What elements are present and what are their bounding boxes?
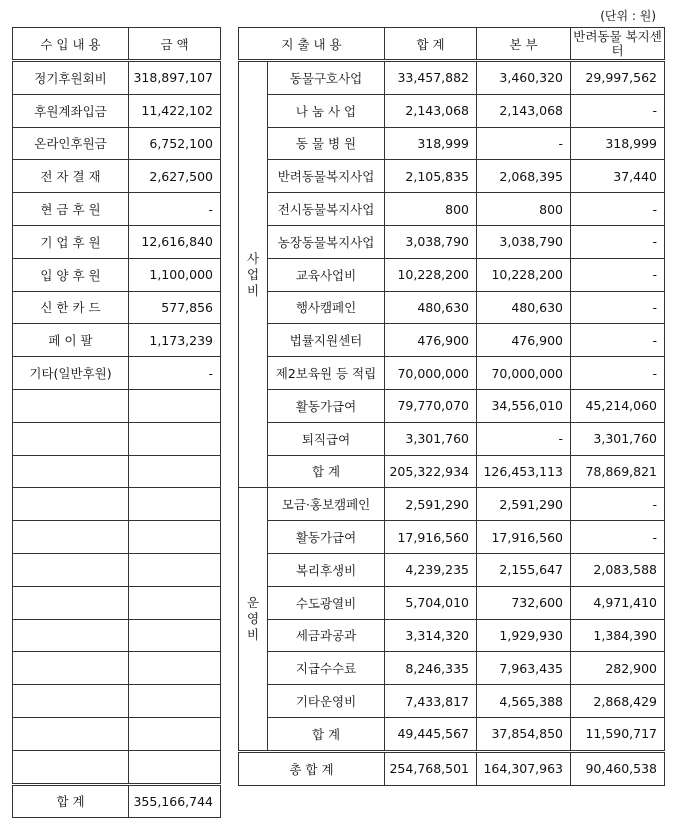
expense-center: - [571, 357, 665, 390]
expense-total: 17,916,560 [385, 521, 477, 554]
table-row [13, 291, 221, 324]
expense-item: 지급수수료 [268, 652, 385, 685]
expense-item: 교육사업비 [268, 258, 385, 291]
empty-row [13, 750, 221, 784]
expense-total: 7,433,817 [385, 685, 477, 718]
business-subtotal-row [239, 455, 665, 488]
expense-hq: 7,963,435 [477, 652, 571, 685]
expense-header-item: 지 출 내 용 [239, 28, 385, 61]
expense-item: 활동가급여 [268, 521, 385, 554]
expense-total: 318,999 [385, 127, 477, 160]
table-row [239, 357, 665, 390]
expense-hq: 70,000,000 [477, 357, 571, 390]
empty-cell [13, 455, 129, 488]
empty-cell [129, 685, 221, 718]
empty-cell [13, 553, 129, 586]
income-item: 입 양 후 원 [13, 258, 129, 291]
expense-center: - [571, 488, 665, 521]
table-row [239, 94, 665, 127]
income-amount: 577,856 [129, 291, 221, 324]
table-row [13, 258, 221, 291]
income-item: 기 업 후 원 [13, 225, 129, 258]
expense-table [238, 27, 665, 786]
expense-center: 29,997,562 [571, 61, 665, 95]
subtotal-center: 78,869,821 [571, 455, 665, 488]
expense-center: 2,083,588 [571, 553, 665, 586]
empty-cell [129, 586, 221, 619]
expense-total: 476,900 [385, 324, 477, 357]
expense-total: 2,105,835 [385, 160, 477, 193]
expense-total: 8,246,335 [385, 652, 477, 685]
expense-center: - [571, 225, 665, 258]
table-row [239, 61, 665, 95]
expense-hq: 10,228,200 [477, 258, 571, 291]
empty-row [13, 553, 221, 586]
expense-hq: 732,600 [477, 586, 571, 619]
expense-total: 480,630 [385, 291, 477, 324]
empty-cell [13, 717, 129, 750]
expense-item: 반려동물복지사업 [268, 160, 385, 193]
table-row [13, 193, 221, 226]
unit-note: (단위 : 원) [600, 9, 656, 23]
empty-row [13, 685, 221, 718]
empty-row [13, 521, 221, 554]
empty-cell [13, 586, 129, 619]
expense-hq: 2,143,068 [477, 94, 571, 127]
expense-center: - [571, 324, 665, 357]
category-operation-label: 운영비 [246, 595, 260, 643]
empty-cell [129, 619, 221, 652]
expense-total: 2,143,068 [385, 94, 477, 127]
table-row [13, 225, 221, 258]
income-item: 전 자 결 재 [13, 160, 129, 193]
expense-item: 수도광열비 [268, 586, 385, 619]
expense-item: 동 물 병 원 [268, 127, 385, 160]
empty-cell [129, 389, 221, 422]
income-amount: 318,897,107 [129, 61, 221, 95]
expense-total: 4,239,235 [385, 553, 477, 586]
expense-item: 복리후생비 [268, 553, 385, 586]
subtotal-total: 205,322,934 [385, 455, 477, 488]
table-row [239, 389, 665, 422]
expense-total: 2,591,290 [385, 488, 477, 521]
expense-item: 세금과공과 [268, 619, 385, 652]
table-row [239, 685, 665, 718]
empty-cell [129, 488, 221, 521]
empty-cell [13, 652, 129, 685]
empty-row [13, 389, 221, 422]
income-amount: 1,100,000 [129, 258, 221, 291]
empty-cell [129, 717, 221, 750]
expense-total: 10,228,200 [385, 258, 477, 291]
grand-total-center: 90,460,538 [571, 751, 665, 785]
empty-cell [13, 750, 129, 784]
expense-hq: - [477, 422, 571, 455]
table-row [239, 291, 665, 324]
expense-item: 법률지원센터 [268, 324, 385, 357]
empty-cell [129, 652, 221, 685]
operation-subtotal-row [239, 717, 665, 751]
expense-hq: 800 [477, 193, 571, 226]
table-row [239, 521, 665, 554]
table-row [13, 94, 221, 127]
income-item: 기타(일반후원) [13, 357, 129, 390]
income-item: 온라인후원금 [13, 127, 129, 160]
income-total-label: 합 계 [13, 784, 129, 817]
expense-center: - [571, 193, 665, 226]
income-amount: - [129, 193, 221, 226]
expense-hq: 3,038,790 [477, 225, 571, 258]
expense-hq: 34,556,010 [477, 389, 571, 422]
grand-total-hq: 164,307,963 [477, 751, 571, 785]
table-row [13, 160, 221, 193]
expense-center: 45,214,060 [571, 389, 665, 422]
subtotal-total: 49,445,567 [385, 717, 477, 751]
expense-hq: 2,591,290 [477, 488, 571, 521]
expense-hq: 17,916,560 [477, 521, 571, 554]
expense-item: 기타운영비 [268, 685, 385, 718]
expense-header-hq: 본 부 [477, 28, 571, 61]
expense-item: 동물구호사업 [268, 61, 385, 95]
expense-item: 활동가급여 [268, 389, 385, 422]
empty-cell [129, 422, 221, 455]
table-row [239, 127, 665, 160]
expense-total: 3,301,760 [385, 422, 477, 455]
expense-item: 모금·홍보캠페인 [268, 488, 385, 521]
income-table [12, 27, 221, 818]
income-item: 신 한 카 드 [13, 291, 129, 324]
expense-center: 282,900 [571, 652, 665, 685]
empty-cell [13, 685, 129, 718]
expense-center: 3,301,760 [571, 422, 665, 455]
subtotal-hq: 37,854,850 [477, 717, 571, 751]
expense-total: 800 [385, 193, 477, 226]
expense-center: 4,971,410 [571, 586, 665, 619]
subtotal-center: 11,590,717 [571, 717, 665, 751]
income-header-row [13, 28, 221, 61]
expense-item: 퇴직급여 [268, 422, 385, 455]
table-row [13, 357, 221, 390]
expense-center: 1,384,390 [571, 619, 665, 652]
category-business-label: 사업비 [246, 250, 260, 298]
expense-item: 농장동물복지사업 [268, 225, 385, 258]
empty-row [13, 619, 221, 652]
income-amount: 1,173,239 [129, 324, 221, 357]
empty-cell [13, 422, 129, 455]
table-row [239, 619, 665, 652]
table-row [239, 160, 665, 193]
expense-total: 5,704,010 [385, 586, 477, 619]
expense-hq: 3,460,320 [477, 61, 571, 95]
expense-hq: - [477, 127, 571, 160]
subtotal-label: 합 계 [268, 455, 385, 488]
income-total-row [13, 784, 221, 817]
expense-hq: 2,068,395 [477, 160, 571, 193]
empty-cell [129, 553, 221, 586]
expense-item: 나 눔 사 업 [268, 94, 385, 127]
empty-row [13, 652, 221, 685]
expense-center: - [571, 291, 665, 324]
empty-row [13, 422, 221, 455]
expense-hq: 476,900 [477, 324, 571, 357]
empty-row [13, 586, 221, 619]
income-amount: 2,627,500 [129, 160, 221, 193]
income-amount: - [129, 357, 221, 390]
expense-total: 70,000,000 [385, 357, 477, 390]
table-row [239, 586, 665, 619]
expense-center: - [571, 94, 665, 127]
subtotal-label: 합 계 [268, 717, 385, 751]
income-header-item: 수 입 내 용 [13, 28, 129, 61]
income-amount: 12,616,840 [129, 225, 221, 258]
grand-total-row [239, 751, 665, 785]
table-row [13, 127, 221, 160]
empty-row [13, 717, 221, 750]
income-amount: 6,752,100 [129, 127, 221, 160]
empty-cell [13, 389, 129, 422]
category-operation [239, 488, 268, 751]
empty-row [13, 455, 221, 488]
table-row [13, 61, 221, 95]
income-item: 후원계좌입금 [13, 94, 129, 127]
table-row [239, 258, 665, 291]
expense-header-center: 반려동물 복지센터 [571, 28, 665, 61]
table-row [239, 422, 665, 455]
expense-center: 37,440 [571, 160, 665, 193]
expense-header-row [239, 28, 665, 61]
table-row [13, 324, 221, 357]
income-header-amount: 금 액 [129, 28, 221, 61]
income-item: 정기후원회비 [13, 61, 129, 95]
expense-total: 3,314,320 [385, 619, 477, 652]
expense-total: 79,770,070 [385, 389, 477, 422]
table-row [239, 193, 665, 226]
expense-center: 318,999 [571, 127, 665, 160]
expense-item: 전시동물복지사업 [268, 193, 385, 226]
expense-center: 2,868,429 [571, 685, 665, 718]
subtotal-hq: 126,453,113 [477, 455, 571, 488]
expense-hq: 480,630 [477, 291, 571, 324]
expense-hq: 4,565,388 [477, 685, 571, 718]
income-amount: 11,422,102 [129, 94, 221, 127]
table-row [239, 553, 665, 586]
income-total-amount: 355,166,744 [129, 784, 221, 817]
expense-center: - [571, 521, 665, 554]
grand-total-total: 254,768,501 [385, 751, 477, 785]
empty-cell [13, 488, 129, 521]
empty-cell [13, 521, 129, 554]
expense-hq: 1,929,930 [477, 619, 571, 652]
category-business [239, 61, 268, 488]
empty-cell [129, 521, 221, 554]
income-item: 페 이 팔 [13, 324, 129, 357]
empty-cell [13, 619, 129, 652]
table-row [239, 652, 665, 685]
empty-row [13, 488, 221, 521]
table-row [239, 488, 665, 521]
expense-item: 행사캠페인 [268, 291, 385, 324]
table-row [239, 324, 665, 357]
grand-total-label: 총 합 계 [239, 751, 385, 785]
expense-total: 3,038,790 [385, 225, 477, 258]
expense-total: 33,457,882 [385, 61, 477, 95]
empty-cell [129, 750, 221, 784]
expense-header-total: 합 계 [385, 28, 477, 61]
table-row [239, 225, 665, 258]
expense-center: - [571, 258, 665, 291]
empty-cell [129, 455, 221, 488]
income-item: 현 금 후 원 [13, 193, 129, 226]
expense-hq: 2,155,647 [477, 553, 571, 586]
expense-item: 제2보육원 등 적립 [268, 357, 385, 390]
